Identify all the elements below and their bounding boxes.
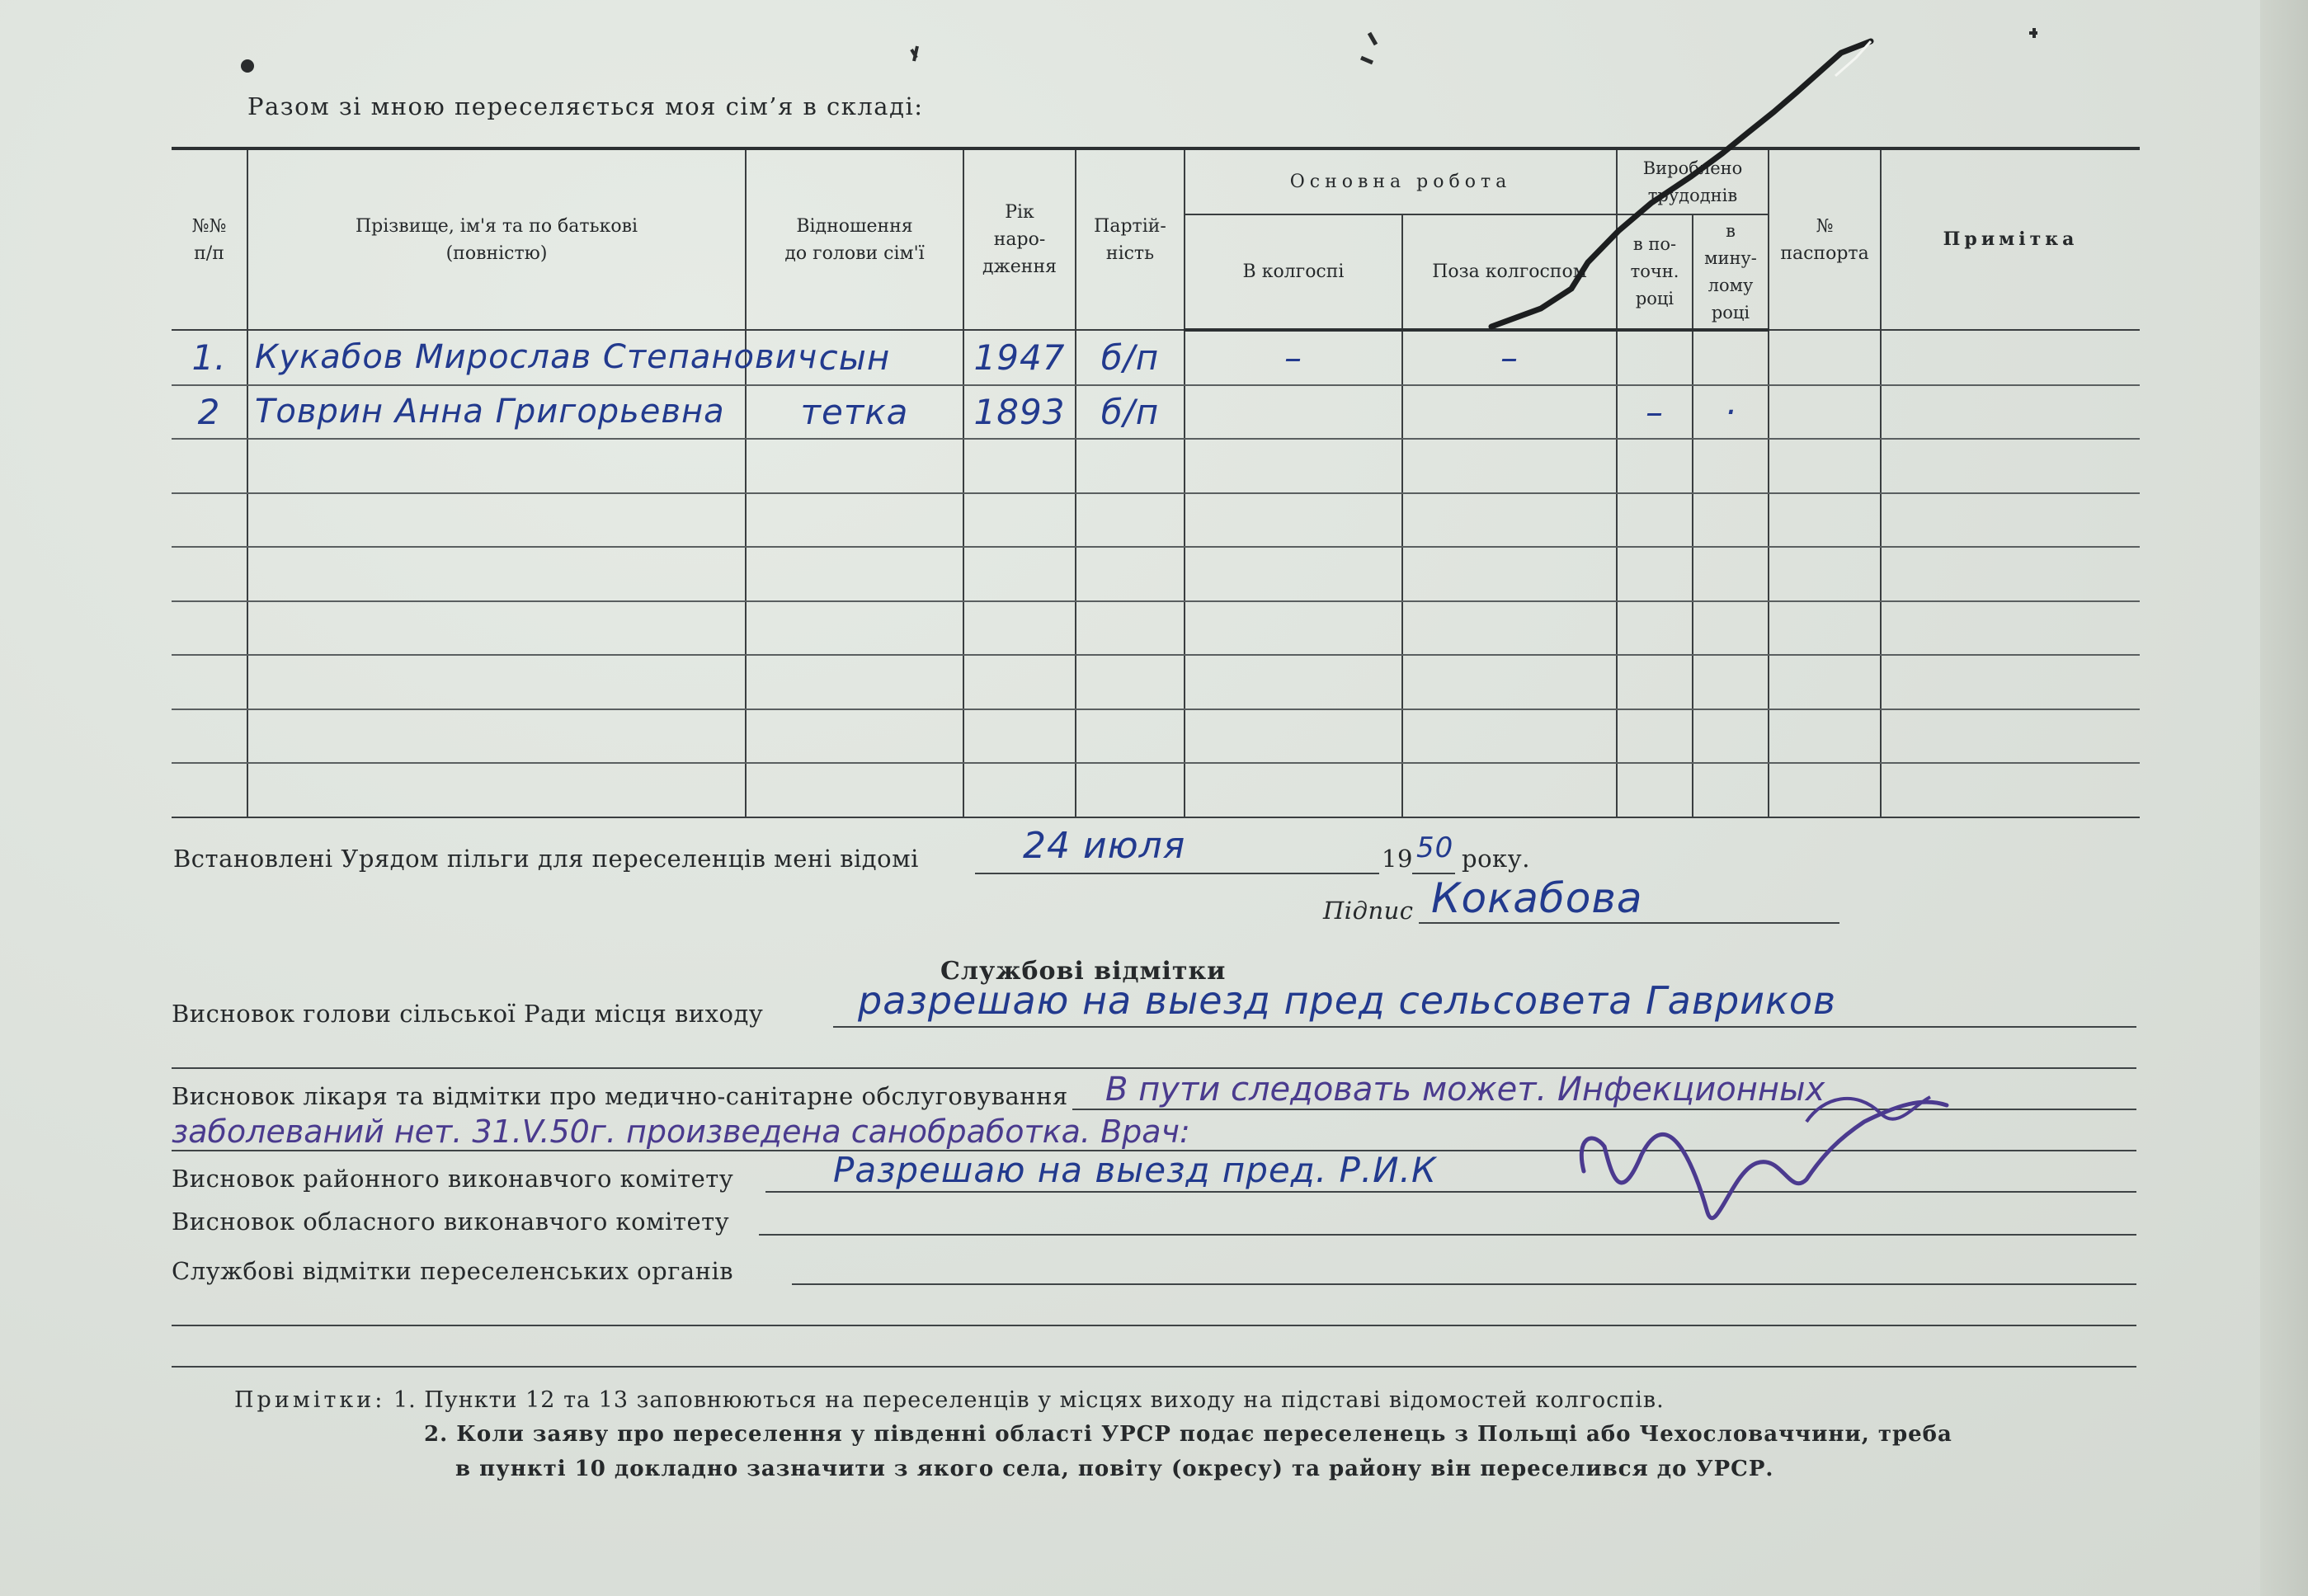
header-outside-kolhosp: Поза колгоспом [1402,214,1617,330]
benefits-label: Встановлені Урядом пільги для переселенців мені відомі [173,845,919,873]
header-current-year: в по- точн. році [1617,214,1693,330]
row-current: – [1617,385,1693,440]
header-birth-year: Рік наро- дження [963,148,1076,330]
year-hand: 50 [1416,831,1454,864]
village-hand: разрешаю на выезд пред сельсовета Гавриков [858,978,1837,1023]
row-outside: – [1402,330,1617,385]
header-in-kolhosp: В колгоспі [1185,214,1402,330]
district-hand: Разрешаю на выезд пред. Р.И.К [833,1150,1437,1190]
doctor-label: Висновок лікаря та відмітки про медично-санітарне обслуговування [172,1082,1068,1110]
row-num: 1. [172,330,247,385]
header-passport: № паспорта [1769,148,1881,330]
signature-hand: Кокабова [1431,874,1643,922]
header-past-year: в мину- лому році [1693,214,1769,330]
row-name: Товрин Анна Григорьевна [247,385,746,440]
row-party: б/п [1076,385,1185,440]
header-note: Примітка [1881,148,2140,330]
intro-text: Разом зі мною переселяється моя сім’я в складі: [247,92,924,120]
notes-line-1: Примітки: 1. Пункти 12 та 13 заповнюються на переселенців у місцях виходу на підставі відомостей колгоспів. [234,1387,1665,1413]
benefits-date: 24 июля [1023,825,1186,867]
row-name: Кукабов Мирослав Степанович [247,330,746,385]
village-label: Висновок голови сільської Ради місця виходу [172,1000,764,1028]
oblast-label: Висновок обласного виконавчого комітету [172,1208,730,1236]
year-prefix: 19 [1382,845,1413,873]
doctor-hand-1: В пути следовать может. Инфекционных [1105,1071,1825,1109]
header-workdays: Вироблено трудоднів [1617,148,1769,214]
service-title: Службові відмітки [940,957,1227,986]
row-num: 2 [172,385,247,440]
row-relation: тетка [746,385,963,440]
row-party: б/п [1076,330,1185,385]
district-label: Висновок районного виконавчого комітету [172,1165,734,1193]
signature-label: Підпис [1323,897,1414,925]
header-num: №№ п/п [172,148,247,330]
resettlement-label: Службові відмітки переселенських органів [172,1257,734,1285]
header-relation: Відношення до голови сім'ї [746,148,963,330]
row-year: 1893 [963,385,1076,440]
row-in-kolhosp: – [1185,330,1402,385]
header-party: Партій- ність [1076,148,1185,330]
doctor-hand-2: заболеваний нет. 31.V.50г. произведена санобработка. Врач: [172,1113,1190,1150]
notes-line-3: в пункті 10 докладно зазначити з якого села, повіту (окресу) та району він переселився до УРСР. [455,1457,1774,1481]
row-relation: сын [746,330,963,385]
year-suffix: року. [1462,845,1530,873]
header-main-work: Основна робота [1185,148,1617,214]
row-year: 1947 [963,330,1076,385]
notes-line-2: 2. Коли заяву про переселення у південні області УРСР подає переселенець з Польщі або Чехословаччини, треба [424,1422,1952,1447]
row-past: · [1693,385,1769,440]
header-name: Прізвище, ім'я та по батькові (повністю) [247,148,746,330]
